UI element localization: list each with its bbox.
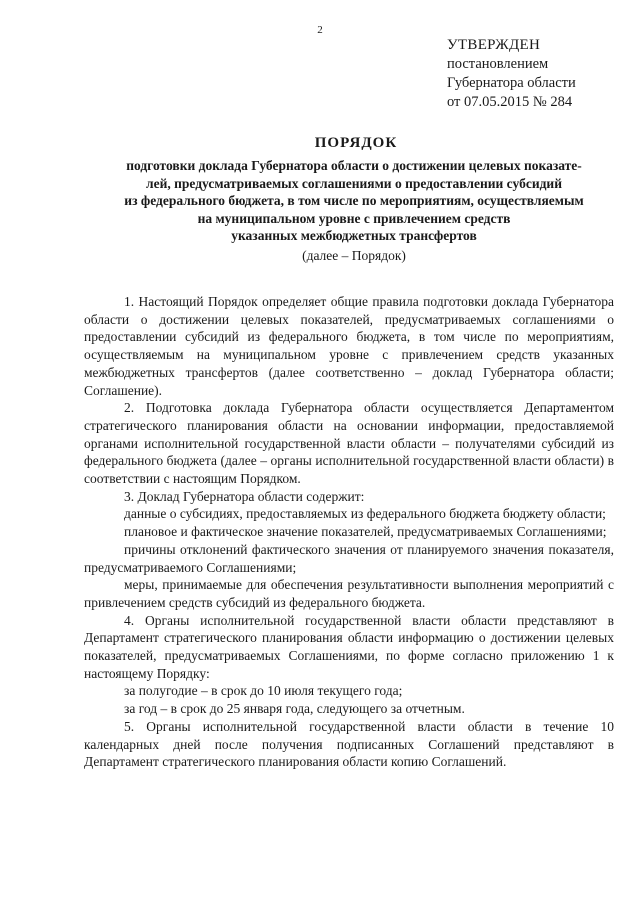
paragraph: меры, принимаемые для обеспечения результативности выполнения мероприятий с привлечением средств субсидий из федерального бюджета.: [84, 577, 614, 610]
paragraph: 1. Настоящий Порядок определяет общие правила подготовки доклада Губернатора области о достижении целевых показателей, предусматриваемых соглашениями о предоставлении субсидий из федерального бюджета, в том числе по мероприятиям, осуществляемым на муниципальном уровне с привлечением средств указанных межбюджетных трансфертов (далее соответственно – доклад Губернатора области; Соглашение).: [84, 294, 614, 398]
document-subtitle: [84, 157, 624, 245]
hereinafter-note: (далее – Порядок): [302, 248, 406, 263]
document-body: [84, 293, 614, 771]
paragraph: 5. Органы исполнительной государственной власти области в течение 10 календарных дней после получения подписанных Соглашений представляют в Департамент стратегического планирования области копию Соглашений.: [84, 718, 614, 770]
approval-line: Губернатора области: [447, 75, 576, 91]
subtitle-line: на муниципальном уровне с привлечением средств: [197, 210, 511, 226]
paragraph: за год – в срок до 25 января года, следующего за отчетным.: [124, 701, 465, 717]
document-title: ПОРЯДОК: [314, 135, 398, 151]
approval-block: [447, 36, 576, 112]
paragraph: причины отклонений фактического значения от планируемого значения показателя, предусматриваемого Соглашениями;: [84, 541, 614, 575]
paragraph: данные о субсидиях, предоставляемых из федерального бюджета бюджету области;: [124, 506, 606, 522]
subtitle-line: указанных межбюджетных трансфертов: [231, 228, 477, 243]
page-number: 2: [317, 24, 323, 36]
subtitle-line: из федерального бюджета, в том числе по мероприятиям, осуществляемым: [124, 193, 584, 208]
paragraph: 4. Органы исполнительной государственной власти области представляют в Департамент стратегического планирования области информацию о достижении целевых показателей, предусматриваемых Соглашениями, по форме согласно приложению 1 к настоящему Порядку:: [84, 612, 614, 681]
approval-heading: УТВЕРЖДЕН: [447, 37, 541, 53]
approval-date: от 07.05.2015 № 284: [447, 94, 573, 110]
paragraph: за полугодие – в срок до 10 июля текущего года;: [124, 683, 403, 699]
subtitle-line: подготовки доклада Губернатора области о достижении целевых показате-: [126, 158, 582, 173]
approval-line: постановлением: [447, 56, 549, 72]
paragraph: 3. Доклад Губернатора области содержит:: [124, 488, 365, 504]
paragraph: 2. Подготовка доклада Губернатора области осуществляется Департаментом стратегического планирования области на основании информации, предоставляемой органами исполнительной государственной власти области – получателями субсидий из федерального бюджета (далее – органы исполнительной государственной власти области) в соответствии с настоящим Порядком.: [84, 400, 614, 487]
subtitle-line: лей, предусматриваемых соглашениями о предоставлении субсидий: [146, 175, 562, 191]
paragraph: плановое и фактическое значение показателей, предусматриваемых Соглашениями;: [124, 524, 607, 540]
